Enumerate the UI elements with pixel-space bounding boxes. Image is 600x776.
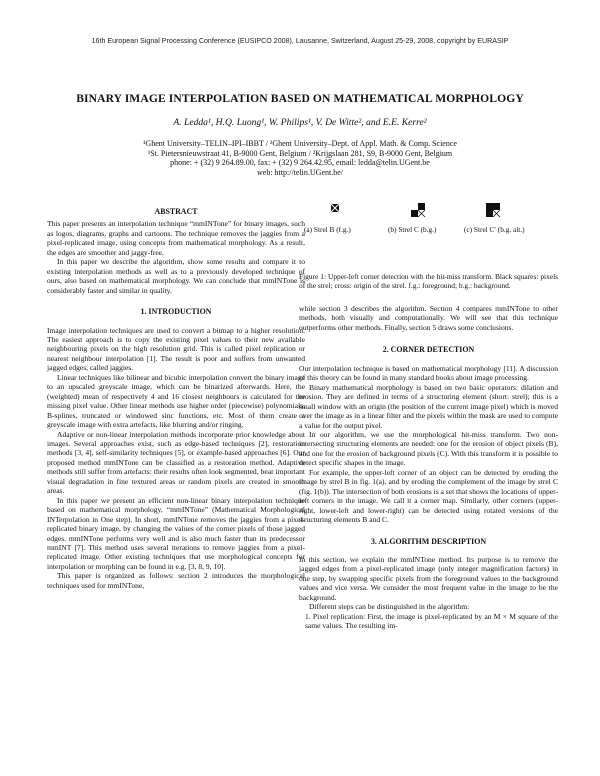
figure-caption: Figure 1: Upper-left corner detection with the hit-miss transform. Black squares: pixels of the strel; cross: origin of the strel. f.g.: foreground; b.g.: background. <box>299 272 558 291</box>
affiliation-block <box>0 139 600 177</box>
algorithm-paragraph: In this section, we explain the mmINTone method. Its purpose is to remove the jagged edges from a pixel-replicated image (only integer magnification factors) in one step, by swapping specific pixels from the foreground values to the background values and vice versa. We consider the most frequent value in the image to be the background. <box>299 554 558 602</box>
continuation-paragraph: while section 3 describes the algorithm. Section 4 compares mmINTone to other methods, both visually and computationally. We will see that this technique outperforms other methods. Finally, section 5 draws some conclusions. <box>299 304 558 332</box>
strel-c-alt-diagram <box>486 203 500 217</box>
algorithm-heading: 3. ALGORITHM DESCRIPTION <box>370 536 487 546</box>
web-line: web: http://telin.UGent.be/ <box>257 167 343 177</box>
figure-label-a: (a) Strel B (f.g.) <box>304 225 351 234</box>
figure-1 <box>300 202 558 270</box>
left-column <box>47 207 305 590</box>
intro-heading: 1. INTRODUCTION <box>140 307 212 317</box>
corner-paragraph: Our interpolation technique is based on mathematical morphology [11]. A discussion of this theory can be found in many standard books about image processing. <box>299 363 558 383</box>
intro-paragraph: This paper is organized as follows: section 2 introduces the morphological techniques used for mmINTone, <box>47 571 305 590</box>
strel-b-diagram <box>331 204 339 212</box>
corner-paragraph: In our algorithm, we use the morphological hit-miss transform. Two non-intersecting structuring elements are needed: one for the erosion of object pixels (B), and one for the erosion of background pixels (C). With this transform it is possible to detect specific shapes in the image. <box>299 429 558 468</box>
conference-header: 16th European Signal Processing Conference (EUSIPCO 2008), Lausanne, Switzerland, August 25-29, 2008, copyright by EURASIP <box>91 37 509 45</box>
figure-label-b: (b) Strel C (b.g.) <box>388 225 437 234</box>
corner-paragraph: Binary mathematical morphology is based on two basic operators: dilation and erosion. They are defined in terms of a structuring element (short: strel); this is a small window with an origin (the position of the current image pixel) which is moved over the image as in a linear filter and the pixels within the mask are used to compute a value for the output pixel. <box>299 382 558 430</box>
abstract-paragraph: This paper presents an interpolation technique “mmINTone” for binary images, such as logos, diagrams, graphs and cartoons. The technique removes the jaggies from a pixel-replicated image, using concepts from mathematical morphology. As a result, the edges are smoother and jaggy-free. <box>47 219 305 257</box>
intro-paragraph: Adaptive or non-linear interpolation methods incorporate prior knowledge about images. Several approaches exist, such as edge-based techniques [2], restoration methods [3, 4], self-similarity techniques [5], or example-based approaches [6]. Our proposed method mmINTone can be classified as a restoration method. Adaptive methods still suffer from artefacts: their results often look segmented, bear important visual degradation in fine textured areas or random pixels are created in smooth areas. <box>47 429 305 496</box>
strel-c-diagram <box>411 203 425 217</box>
address-line: ¹St. Pietersnieuwstraat 41, B-9000 Gent, Belgium / ²Krijgslaan 281, S9, B-9000 Gent, Belgium <box>147 148 453 158</box>
strel-diagrams <box>300 202 558 270</box>
figure-label-c: (c) Strel C′ (b.g. alt.) <box>464 225 525 234</box>
intro-paragraph: In this paper we present an efficient non-linear binary interpolation technique based on mathematical morphology, “mmINTone” (Mathematical Morphological INTerpolation in One step). In short, mmINTone removes the jaggies from a pixel-replicated binary image, by changing the values of the corner pixels of those jagged edges. mmINTone performs very well and is also much faster than its predecessor mmINT [7]. This method uses several iterations to remove jaggies from a pixel-replicated image. Other existing techniques that use morphological concepts for interpolation or morphing can be found in e.g. [3, 8, 9, 10]. <box>47 495 305 571</box>
right-column <box>299 304 558 631</box>
intro-paragraph: Image interpolation techniques are used to convert a bitmap to a higher resolution. The easiest approach is to copy the existing pixel values to their new available neighbouring pixels on the high resolution grid. This is called pixel replication or nearest neighbour interpolation [1]. The result is poor and suffers from unwanted jagged edges, called jaggies. <box>47 325 305 373</box>
algorithm-paragraph: Different steps can be distinguished in the algorithm: <box>309 602 470 612</box>
paper-title: BINARY IMAGE INTERPOLATION BASED ON MATHEMATICAL MORPHOLOGY <box>76 92 524 105</box>
algorithm-list-item: 1. Pixel replication: First, the image is pixel-replicated by an M × M square of the same values. The resulting im- <box>305 611 558 631</box>
corner-heading: 2. CORNER DETECTION <box>382 345 475 355</box>
corner-paragraph: For example, the upper-left corner of an object can be detected by eroding the image by strel B in fig. 1(a), and by eroding the complement of the image by strel C (fig. 1(b)). The intersection of both erosions is a set that shows the locations of upper-left corners in the image. We call it a corner map. Similarly, other corners (upper-right, lower-left and lower-right) can be detected using rotated versions of the structuring elements B and C. <box>299 467 558 525</box>
abstract-heading: ABSTRACT <box>154 207 198 216</box>
paper-authors: A. Ledda¹, H.Q. Luong¹, W. Philips¹, V. De Witte², and E.E. Kerre² <box>173 117 427 128</box>
contact-line: phone: + (32) 9 264.89.00, fax: + (32) 9 264.42.95, email: ledda@telin.UGent.be <box>170 158 430 168</box>
abstract-paragraph: In this paper we describe the algorithm, show some results and compare it to existing interpolation methods as well as to a previously developed technique of ours, also based on mathematical morphology. We can conclude that mmINTone is considerably faster and similar in quality. <box>47 257 305 295</box>
affiliation-line: ¹Ghent University–TELIN–IPI–IBBT / ²Ghent University–Dept. of Appl. Math. & Comp. Science <box>143 139 457 148</box>
intro-paragraph: Linear techniques like bilinear and bicubic interpolation convert the binary image to an upscaled greyscale image, which can be binarized afterwards. Here, the (weighted) mean of respectively 4 and 16 closest neighbours is calculated for the missing pixel value. Other linear methods use higher order (piecewise) polynomials, B-splines, truncated or windowed sinc functions, etc. Most of them create a greyscale image with extra artefacts, like blurring and/or ringing. <box>47 372 305 430</box>
